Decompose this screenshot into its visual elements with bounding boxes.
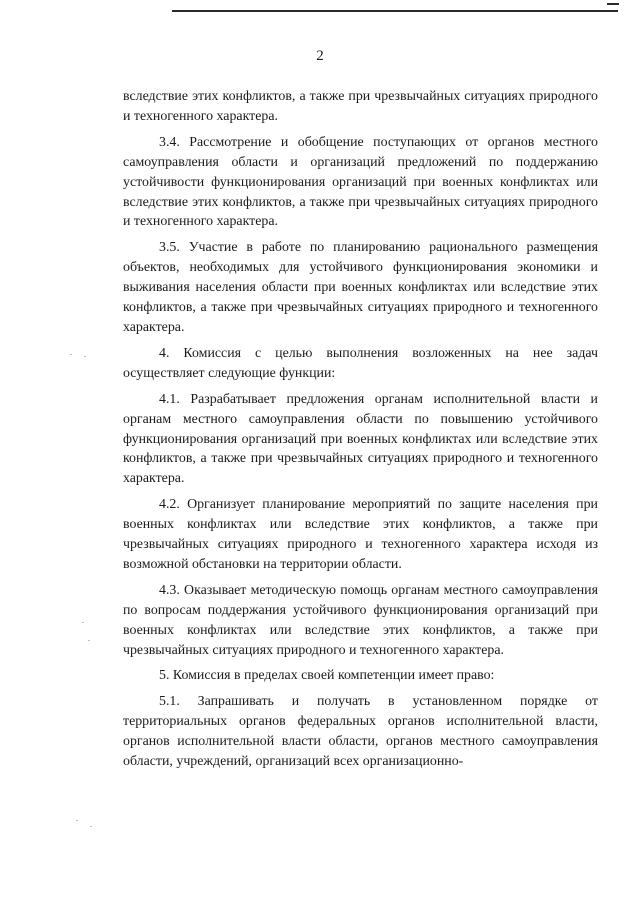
- paragraph-5-1: 5.1. Запрашивать и получать в установленном порядке от территориальных органов федеральных органов исполнительной власти, органов исполнительной власти области, органов местного самоуправления области, учреждений, организаций всех организационно-: [123, 694, 598, 770]
- scan-artifact: [84, 356, 86, 357]
- paragraph-continuation: вследствие этих конфликтов, а также при чрезвычайных ситуациях природного и техногенного характера.: [123, 89, 598, 124]
- top-rule: [172, 10, 618, 12]
- page-number: 2: [316, 48, 324, 64]
- scan-artifact: [70, 354, 72, 355]
- document-body: [123, 87, 598, 772]
- paragraph-4-3: 4.3. Оказывает методическую помощь органам местного самоуправления по вопросам поддержания устойчивого функционирования организаций при военных конфликтах или вследствие этих конфликтов, а также при чрезвычайных ситуациях природного и техногенного характера.: [123, 582, 598, 658]
- paragraph-3-4: 3.4. Рассмотрение и обобщение поступающих от органов местного самоуправления области и организаций предложений по поддержанию устойчивости функционирования организаций при военных конфликтах или вследствие этих конфликтов, а также при чрезвычайных ситуациях природного и техногенного характера.: [123, 134, 598, 230]
- paragraph-4: 4. Комиссия с целью выполнения возложенных на нее задач осуществляет следующие функции:: [123, 345, 598, 381]
- scan-artifact: [76, 820, 78, 821]
- paragraph-4-1: 4.1. Разрабатывает предложения органам исполнительной власти и органам местного самоуправления области по повышению устойчивого функционирования организаций при военных конфликтах или вследствие этих конфликтов, а также при чрезвычайных ситуациях природного и техногенного характера.: [123, 391, 598, 487]
- top-rule-mark: [607, 3, 619, 5]
- scan-artifact: [90, 826, 92, 827]
- paragraph-5: 5. Комиссия в пределах своей компетенции имеет право:: [159, 668, 495, 684]
- scan-artifact: [82, 622, 84, 623]
- scan-artifact: [88, 640, 90, 641]
- paragraph-3-5: 3.5. Участие в работе по планированию рационального размещения объектов, необходимых для устойчивого функционирования экономики и выживания населения области при военных конфликтах или вследствие этих конфликтов, а также при чрезвычайных ситуациях природного и техногенного характера.: [123, 240, 598, 335]
- paragraph-4-2: 4.2. Организует планирование мероприятий по защите населения при военных конфликтах или вследствие этих конфликтов, а также при чрезвычайных ситуациях природного и техногенного характера исходя из возможной обстановки на территории области.: [123, 497, 598, 572]
